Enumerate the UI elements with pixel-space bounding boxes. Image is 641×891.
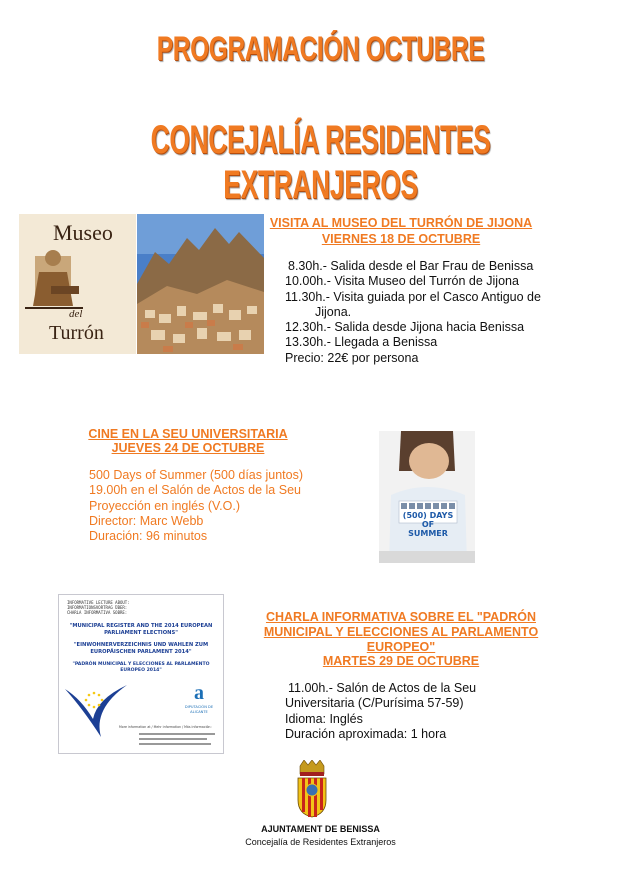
event1-title: VISITA AL MUSEO DEL TURRÓN DE JIJONA [269, 216, 533, 230]
poster-art [379, 431, 475, 563]
flyer-fine-print [139, 738, 207, 740]
jijona-town-photo [137, 214, 264, 354]
event3-line: Idioma: Inglés [285, 711, 363, 726]
diputacion-logo [189, 681, 209, 703]
event3-title [256, 610, 546, 655]
event2-line: 500 Days of Summer (500 días juntos) [89, 468, 303, 482]
event1-line: Jijona. [315, 304, 352, 319]
flyer-small-header [67, 600, 130, 615]
flyer-line1: "MUNICIPAL REGISTER AND THE 2014 EUROPEAN PARLIAMENT ELECTIONS" [69, 623, 213, 636]
event2-line: 19.00h en el Salón de Actos de la Seu [89, 483, 301, 498]
event1-line: 12.30h.- Salida desde Jijona hacia Benissa [285, 320, 525, 335]
event2-line: Proyección en inglés (V.O.) [89, 498, 241, 513]
event1-details [285, 259, 541, 366]
logo-museo-text: Museo [53, 220, 113, 245]
flyer-line2: "EINWOHNERVERZEICHNIS UND WAHLEN ZUM EUROPÄISCHEN PARLAMENT 2014" [73, 642, 209, 655]
benissa-coat-of-arms [294, 760, 330, 818]
flyer-more-info: More information at / Mehr information / Más información: [119, 725, 212, 729]
event3-date: MARTES 29 DE OCTUBRE [322, 654, 480, 668]
event1-line: 8.30h.- Salida desde el Bar Frau de Benissa [288, 259, 534, 273]
event3-title-line: CHARLA INFORMATIVA SOBRE EL "PADRÓN [265, 610, 537, 624]
diputacion-label: DIPUTACIÓN DE ALICANTE [184, 705, 214, 714]
event1-line: 11.30h.- Visita guiada por el Casco Antiguo de [285, 289, 541, 304]
svg-text:a: a [194, 682, 204, 703]
logo-del-text: del [69, 308, 83, 320]
flyer-header-line: INFORMATIONSVORTRAG ÜBER: [67, 605, 128, 610]
flyer-header-line: INFORMATIVE LECTURE ABOUT: [67, 600, 130, 605]
event3-line: Universitaria (C/Purísima 57-59) [285, 696, 464, 711]
flyer-fine-print [139, 733, 215, 735]
museo-turron-logo [19, 214, 136, 354]
flyer-header-line: CHARLA INFORMATIVA SOBRE: [67, 610, 128, 615]
event1-line: 13.30h.- Llegada a Benissa [285, 335, 438, 350]
page-title-line2: CONCEJALÍA RESIDENTES EXTRANJEROS [150, 118, 491, 207]
footer-title: AJUNTAMENT DE BENISSA [261, 824, 380, 834]
flyer-fine-print [139, 743, 211, 745]
event3-title-line: MUNICIPAL Y ELECCIONES AL PARLAMENTO [263, 625, 539, 639]
eu-flag-swoosh [63, 679, 129, 739]
event3-line: 11.00h.- Salón de Actos de la Seu [288, 681, 477, 695]
event2-line: Duración: 96 minutos [89, 529, 208, 544]
eu-elections-flyer [58, 594, 224, 754]
event3-details [285, 681, 476, 742]
event1-date: VIERNES 18 DE OCTUBRE [321, 232, 481, 246]
event2-details [89, 468, 303, 544]
logo-turron-text: Turrón [49, 322, 104, 344]
event2-title: CINE EN LA SEU UNIVERSITARIA [88, 427, 288, 441]
poster-title: (500) DAYS OF SUMMER [402, 511, 454, 538]
page-title-line1: PROGRAMACIÓN OCTUBRE [156, 30, 485, 68]
movie-poster [379, 431, 475, 563]
event2-date: JUEVES 24 DE OCTUBRE [111, 441, 265, 455]
event3-line: Duración aproximada: 1 hora [285, 726, 447, 741]
event3-title-line: EUROPEO" [366, 640, 436, 654]
monk-illustration [21, 246, 85, 312]
event1-line: 10.00h.- Visita Museo del Turrón de Jijona [285, 274, 519, 289]
event1-line: Precio: 22€ por persona [285, 350, 419, 365]
flyer-line3: "PADRÓN MUNICIPAL Y ELECCIONES AL PARLAMENTO EUROPEO 2014" [72, 662, 210, 673]
footer-subtitle: Concejalía de Residentes Extranjeros [245, 837, 396, 847]
event2-line: Director: Marc Webb [89, 513, 204, 528]
